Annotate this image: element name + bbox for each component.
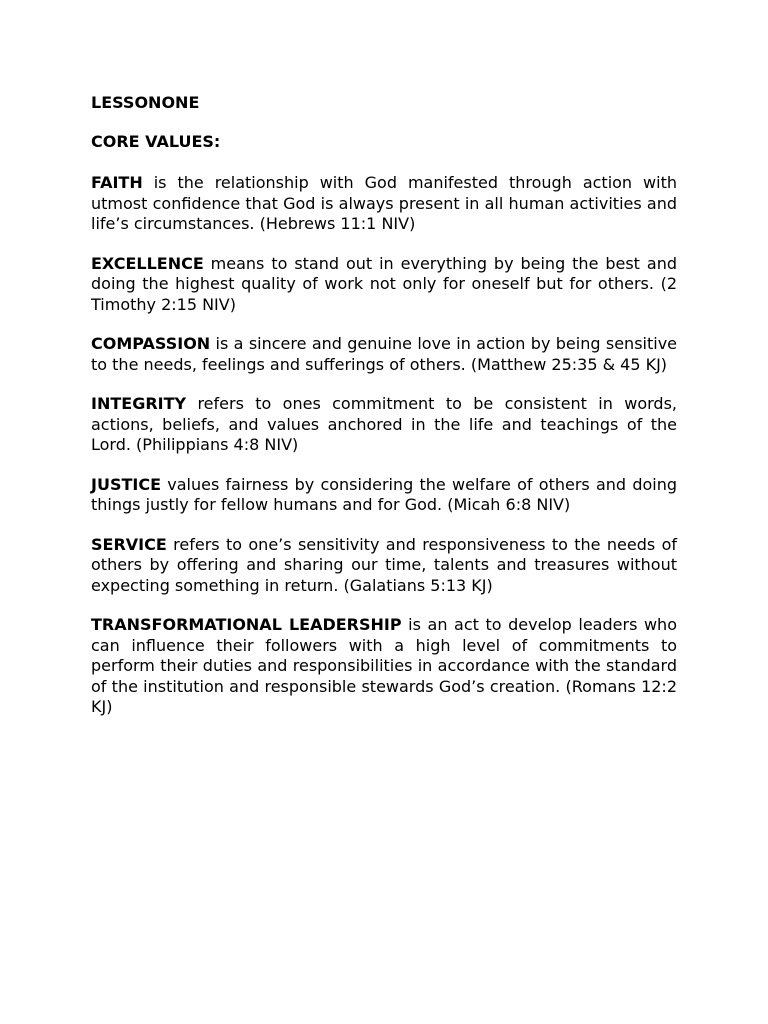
value-description: values fairness by considering the welfare of others and doing things justly for fellow humans and for God. (Micah 6:8 NIV) bbox=[91, 474, 677, 514]
value-paragraph-transformational-leadership bbox=[91, 615, 677, 718]
value-paragraph-justice bbox=[91, 475, 677, 516]
value-paragraph-excellence bbox=[91, 254, 677, 316]
value-paragraph-compassion bbox=[91, 334, 677, 375]
value-description: is an act to develop leaders who can influence their followers with a high level of commitments to perform their duties and responsibilities in accordance with the standard of the institution and responsible stewards God’s creation. (Romans 12:2 KJ) bbox=[91, 615, 677, 716]
value-term: COMPASSION bbox=[91, 334, 211, 353]
value-term: JUSTICE bbox=[91, 474, 162, 494]
value-term: FAITH bbox=[91, 173, 143, 192]
value-description: refers to ones commitment to be consistent in words, actions, beliefs, and values anchored in the life and teachings of the Lord. (Philippians 4:8 NIV) bbox=[91, 394, 677, 454]
value-paragraph-service bbox=[91, 535, 677, 597]
value-term: SERVICE bbox=[91, 534, 167, 554]
value-description: means to stand out in everything by being the best and doing the highest quality of work not only for oneself but for others. (2 Timothy 2:15 NIV) bbox=[91, 253, 677, 314]
lesson-title: LESSONONE bbox=[91, 93, 200, 112]
value-description: is the relationship with God manifested through action with utmost confidence that God is always present in all human activities and life’s circumstances. (Hebrews 11:1 NIV) bbox=[91, 173, 677, 233]
value-term: EXCELLENCE bbox=[91, 253, 204, 273]
value-description: refers to one’s sensitivity and responsiveness to the needs of others by offering and sharing our time, talents and treasures without expecting something in return. (Galatians 5:13 KJ) bbox=[91, 534, 677, 595]
value-paragraph-faith bbox=[91, 173, 677, 235]
value-paragraph-integrity bbox=[91, 394, 677, 456]
value-term: TRANSFORMATIONAL LEADERSHIP bbox=[91, 615, 402, 634]
value-description: is a sincere and genuine love in action by being sensitive to the needs, feelings and sufferings of others. (Matthew 25:35 & 45 KJ) bbox=[91, 334, 677, 374]
value-term: INTEGRITY bbox=[91, 394, 187, 413]
section-title: CORE VALUES: bbox=[91, 132, 221, 151]
document-page bbox=[91, 92, 677, 718]
